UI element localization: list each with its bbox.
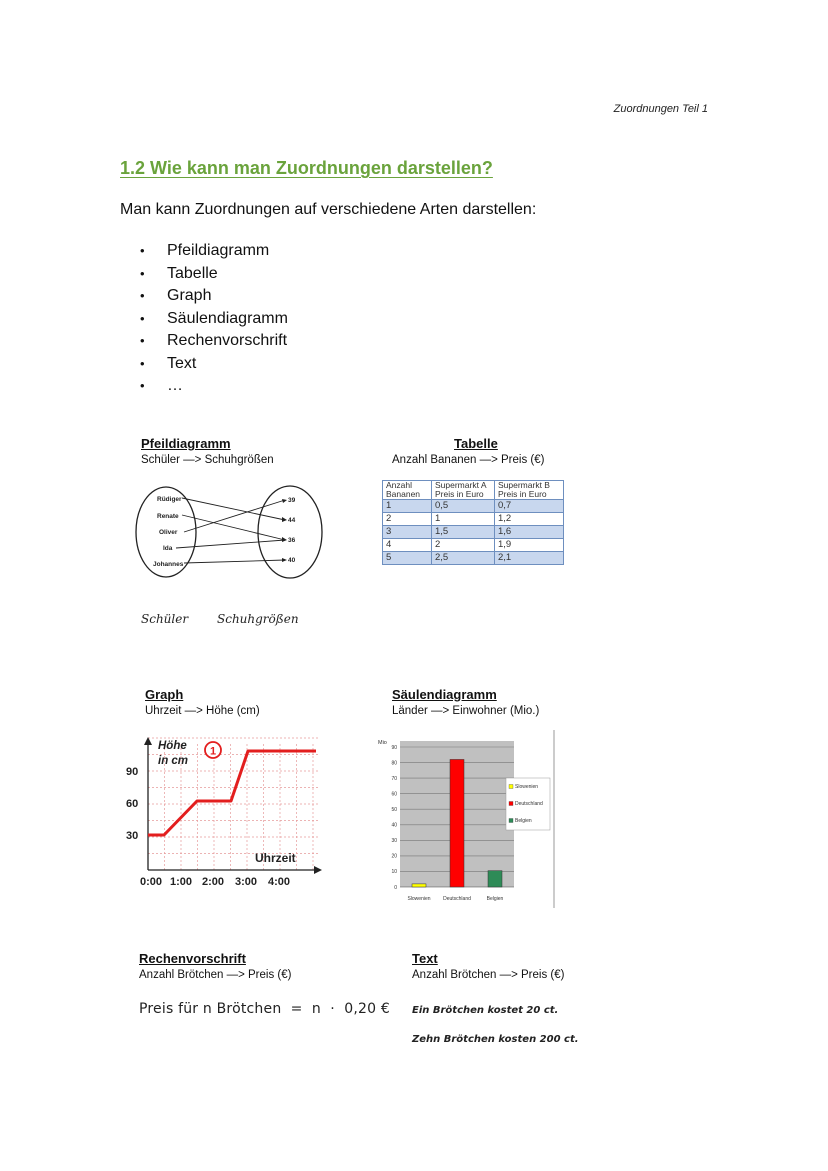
x-tick-label: Deutschland <box>443 896 471 902</box>
value-table <box>382 480 564 565</box>
y-axis-title: Mio <box>378 740 387 746</box>
bar-deutschland <box>450 759 464 887</box>
arrow-line <box>184 500 285 532</box>
list-item: • Pfeildiagramm <box>140 240 288 263</box>
left-item: Rüdiger <box>157 496 182 503</box>
list-item: • Graph <box>140 285 288 308</box>
pfeil-subtitle: Schüler —> Schuhgrößen <box>141 454 274 466</box>
x-tick-label: 2:00 <box>202 876 225 888</box>
arrow-head <box>282 499 287 503</box>
saeulen-subtitle: Länder —> Einwohner (Mio.) <box>392 705 540 717</box>
right-set-label: Schuhgrößen <box>217 612 299 626</box>
list-item: • Text <box>140 353 288 376</box>
table-row: 1 0,5 0,7 <box>383 500 564 513</box>
header-cell: Supermarkt B Preis in Euro <box>495 481 564 500</box>
bar-chart <box>372 730 556 908</box>
table-row: 2 1 1,2 <box>383 513 564 526</box>
text-line: Zehn Brötchen kosten 200 ct. <box>412 1034 579 1045</box>
x-tick-label: 1:00 <box>170 876 193 888</box>
table-row: 4 2 1,9 <box>383 539 564 552</box>
y-tick-label: 50 <box>391 807 397 814</box>
right-item: 39 <box>288 497 296 504</box>
y-tick-label: 90 <box>391 744 397 751</box>
arrow-head <box>282 537 287 542</box>
graph-title: Graph <box>145 687 184 702</box>
legend-swatch <box>509 802 513 806</box>
rechen-title: Rechenvorschrift <box>139 951 246 966</box>
arrow-line <box>184 560 285 563</box>
intro-text: Man kann Zuordnungen auf verschiedene Arten darstellen: <box>120 201 537 218</box>
table-header-row <box>383 481 564 500</box>
list-item: • Tabelle <box>140 263 288 286</box>
x-axis-title: Uhrzeit <box>255 851 296 865</box>
representation-list <box>140 240 288 398</box>
text-subtitle: Anzahl Brötchen —> Preis (€) <box>412 969 565 981</box>
y-axis-title: in cm <box>158 755 189 767</box>
saeulen-title: Säulendiagramm <box>392 687 497 702</box>
badge-label: 1 <box>209 745 217 758</box>
y-tick-label: 30 <box>126 830 139 842</box>
left-item: Johannes <box>153 561 184 568</box>
x-tick-label: 4:00 <box>268 876 291 888</box>
pfeil-title: Pfeildiagramm <box>141 436 231 451</box>
arrow-line <box>176 540 285 548</box>
x-tick-label: Belgien <box>486 896 504 902</box>
line-graph <box>124 734 330 894</box>
y-axis-arrow-icon <box>144 737 152 745</box>
list-item: • Säulendiagramm <box>140 308 288 331</box>
bar-slowenien <box>412 884 426 887</box>
left-item: Ida <box>163 545 173 552</box>
y-tick-label: 60 <box>126 798 139 810</box>
text-line: Ein Brötchen kostet 20 ct. <box>412 1005 559 1016</box>
tabelle-title: Tabelle <box>454 436 498 451</box>
y-tick-label: 0 <box>394 884 397 891</box>
header-cell: Supermarkt A Preis in Euro <box>432 481 495 500</box>
text-title: Text <box>412 951 438 966</box>
list-item: • Rechenvorschrift <box>140 330 288 353</box>
right-item: 44 <box>288 517 296 524</box>
left-item: Oliver <box>159 529 178 536</box>
x-tick-label: Slowenien <box>407 896 431 902</box>
bar-belgien <box>488 871 502 887</box>
left-item: Renate <box>157 513 179 520</box>
y-tick-label: 80 <box>391 760 397 767</box>
legend-swatch <box>509 785 513 789</box>
right-item: 36 <box>288 537 296 544</box>
header-cell: Anzahl Bananen <box>383 481 432 500</box>
legend-entry: Deutschland <box>515 801 543 807</box>
y-tick-label: 60 <box>391 791 397 798</box>
y-axis-title: Höhe <box>158 740 187 752</box>
formula: Preis für n Brötchen = n · 0,20 € <box>139 1001 390 1017</box>
running-header: Zuordnungen Teil 1 <box>613 103 708 115</box>
legend-entry: Belgien <box>515 818 532 824</box>
section-heading: 1.2 Wie kann man Zuordnungen darstellen? <box>120 158 493 178</box>
tabelle-subtitle: Anzahl Bananen —> Preis (€) <box>392 454 545 466</box>
arrow-head <box>282 517 287 522</box>
y-tick-label: 90 <box>126 766 139 778</box>
list-item: • … <box>140 375 288 398</box>
y-tick-label: 70 <box>391 775 397 782</box>
legend-entry: Slowenien <box>515 784 539 790</box>
table-row: 5 2,5 2,1 <box>383 552 564 565</box>
left-set-label: Schüler <box>141 612 189 626</box>
rechen-subtitle: Anzahl Brötchen —> Preis (€) <box>139 969 292 981</box>
y-tick-label: 30 <box>391 838 397 845</box>
legend-swatch <box>509 819 513 823</box>
y-tick-label: 40 <box>391 822 397 829</box>
y-tick-label: 10 <box>391 869 397 876</box>
x-tick-label: 0:00 <box>140 876 163 888</box>
arrow-head <box>282 558 287 562</box>
x-axis-arrow-icon <box>314 866 322 874</box>
right-item: 40 <box>288 557 296 564</box>
y-tick-label: 20 <box>391 853 397 860</box>
arrow-diagram <box>132 476 332 594</box>
x-tick-label: 3:00 <box>235 876 258 888</box>
graph-subtitle: Uhrzeit —> Höhe (cm) <box>145 705 260 717</box>
table-row: 3 1,5 1,6 <box>383 526 564 539</box>
